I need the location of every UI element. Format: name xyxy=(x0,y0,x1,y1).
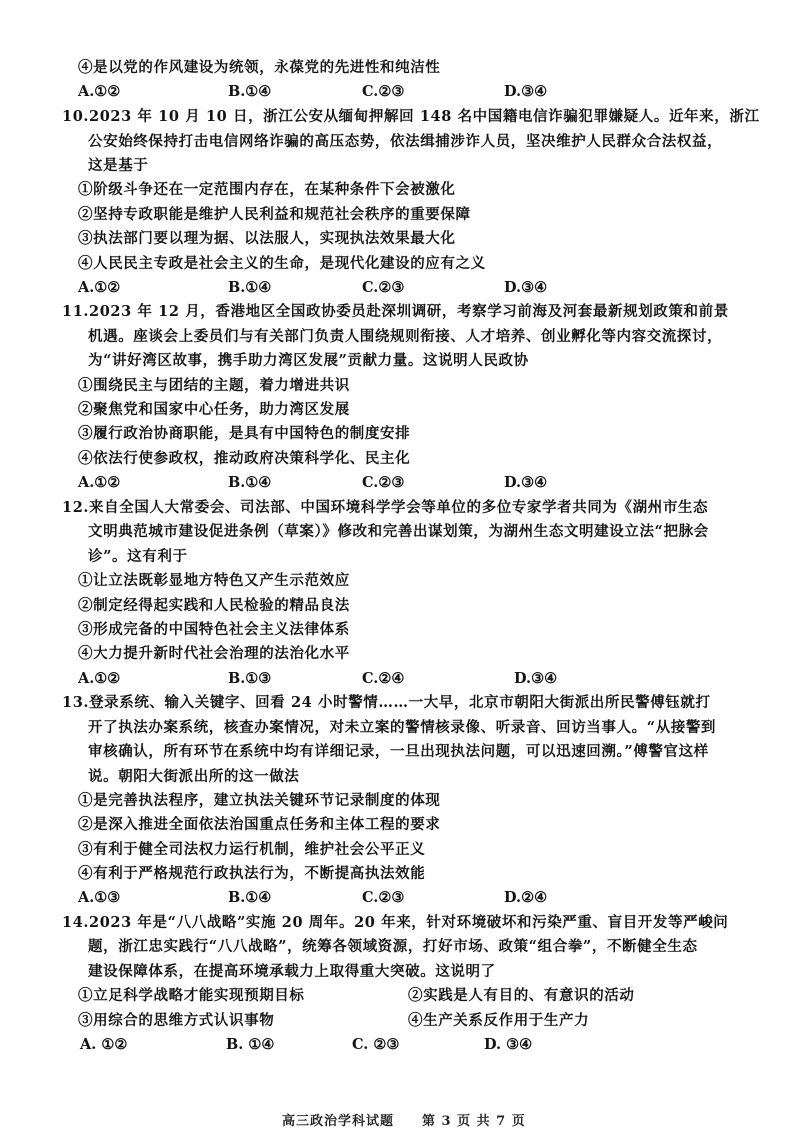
q10-item-2: ②坚持专政职能是维护人民利益和规范社会秩序的重要保障 xyxy=(78,206,471,223)
q12-option-d: D.③④ xyxy=(514,670,558,687)
q14-option-a: A. ①② xyxy=(80,1036,128,1053)
q11-stem-line-1: 11.2023 年 12 月，香港地区全国政协委员赴深圳调研，考察学习前海及河套最新规划政策和前景 xyxy=(62,303,729,320)
q13-item-1: ①是完善执法程序，建立执法关键环节记录制度的体现 xyxy=(78,792,441,809)
q12-option-b: B.①③ xyxy=(228,670,272,687)
q10-option-b: B.①④ xyxy=(228,279,272,296)
q12-stem-line-2: 文明典范城市建设促进条例（草案）》修改和完善出谋划策，为湖州生态文明建设立法“把脉会 xyxy=(88,523,709,540)
q14-option-c: C. ②③ xyxy=(352,1036,400,1053)
q12-stem-line-1: 12.来自全国人大常委会、司法部、中国环境科学学会等单位的多位专家学者共同为《湖州市生态 xyxy=(62,499,709,516)
q10-stem-line-1: 10.2023 年 10 月 10 日，浙江公安从缅甸押解回 148 名中国籍电信诈骗犯罪嫌疑人。近年来，浙江 xyxy=(62,108,760,125)
q14-option-b: B. ①④ xyxy=(226,1036,275,1053)
q13-item-2: ②是深入推进全面依法治国重点任务和主体工程的要求 xyxy=(78,816,441,833)
q12-item-4: ④大力提升新时代社会治理的法治化水平 xyxy=(78,645,350,662)
page-footer: 高三政治学科试题 第 3 页 共 7 页 xyxy=(282,1114,526,1129)
q10-option-d: D.③④ xyxy=(504,279,548,296)
q10-item-4: ④人民民主专政是社会主义的生命，是现代化建设的应有之义 xyxy=(78,255,486,272)
q11-item-1: ①围绕民主与团结的主题，着力增进共识 xyxy=(78,377,350,394)
q9-option-a: A.①② xyxy=(78,83,121,100)
q12-item-2: ②制定经得起实践和人民检验的精品良法 xyxy=(78,597,350,614)
q14-stem-line-2: 题，浙江忠实践行“八八战略”，统筹各领域资源，打好市场、政策“组合拳”，不断健全生态 xyxy=(88,938,698,955)
q11-option-b: B.①④ xyxy=(228,474,272,491)
q14-item-1: ①立足科学战略才能实现预期目标 xyxy=(78,987,305,1004)
q10-option-a: A.①② xyxy=(78,279,121,296)
q11-item-2: ②聚焦党和国家中心任务，助力湾区发展 xyxy=(78,401,350,418)
q13-stem-line-1: 13.登录系统、输入关键字、回看 24 小时警情……一大早，北京市朝阳大街派出所民警傅钰就打 xyxy=(62,694,711,711)
q14-item-4: ④生产关系反作用于生产力 xyxy=(408,1012,590,1029)
q11-option-d: D.③④ xyxy=(504,474,548,491)
q9-option-b: B.①④ xyxy=(228,83,272,100)
q13-option-c: C.②③ xyxy=(362,889,405,906)
q12-stem-line-3: 诊”。这有利于 xyxy=(88,548,188,565)
q11-option-a: A.①② xyxy=(78,474,121,491)
q14-item-2: ②实践是人有目的、有意识的活动 xyxy=(408,987,635,1004)
q11-item-3: ③履行政治协商职能，是具有中国特色的制度安排 xyxy=(78,425,411,442)
q11-item-4: ④依法行使参政权，推动政府决策科学化、民主化 xyxy=(78,450,411,467)
q13-item-3: ③有利于健全司法权力运行机制，维护社会公平正义 xyxy=(78,841,426,858)
q13-stem-line-3: 审核确认，所有环节在系统中均有详细记录，一旦出现执法问题，可以迅速回溯。”傅警官这样 xyxy=(88,743,709,760)
q9-option-c: C.②③ xyxy=(362,83,405,100)
q13-option-d: D.②④ xyxy=(504,889,548,906)
q13-stem-line-2: 开了执法办案系统，核查办案情况，对未立案的警情核录像、听录音、回访当事人。“从接警到 xyxy=(88,719,717,736)
q13-option-a: A.①③ xyxy=(78,889,121,906)
q10-stem-line-2: 公安始终保持打击电信网络诈骗的高压态势，依法缉捕涉诈人员，坚决维护人民群众合法权益， xyxy=(88,133,723,150)
q12-option-a: A.①② xyxy=(78,670,121,687)
q9-item-4: ④是以党的作风建设为统领，永葆党的先进性和纯洁性 xyxy=(78,59,441,76)
q10-option-c: C.②③ xyxy=(362,279,405,296)
q14-item-3: ③用综合的思维方式认识事物 xyxy=(78,1012,275,1029)
q10-stem-line-3: 这是基于 xyxy=(88,157,149,174)
q10-item-1: ①阶级斗争还在一定范围内存在，在某种条件下会被激化 xyxy=(78,181,456,198)
q9-option-d: D.③④ xyxy=(504,83,548,100)
q11-option-c: C.②③ xyxy=(362,474,405,491)
q12-option-c: C.②④ xyxy=(362,670,405,687)
q13-option-b: B.①④ xyxy=(228,889,272,906)
q12-item-3: ③形成完备的中国特色社会主义法律体系 xyxy=(78,621,350,638)
q11-stem-line-2: 机遇。座谈会上委员们与有关部门负责人围绕规则衔接、人才培养、创业孵化等内容交流探讨， xyxy=(88,328,723,345)
q10-item-3: ③执法部门要以理为据、以法服人，实现执法效果最大化 xyxy=(78,230,456,247)
q14-stem-line-1: 14.2023 年是“八八战略”实施 20 周年。20 年来，针对环境破坏和污染严重、盲目开发等严峻问 xyxy=(62,914,729,931)
q13-stem-line-4: 说。朝阳大街派出所的这一做法 xyxy=(88,768,300,785)
q14-option-d: D. ③④ xyxy=(484,1036,533,1053)
q11-stem-line-3: 为“讲好湾区故事，携手助力湾区发展”贡献力量。这说明人民政协 xyxy=(88,352,529,369)
q12-item-1: ①让立法既彰显地方特色又产生示范效应 xyxy=(78,572,350,589)
q14-stem-line-3: 建设保障体系，在提高环境承载力上取得重大突破。这说明了 xyxy=(88,963,496,980)
q13-item-4: ④有利于严格规范行政执法行为，不断提高执法效能 xyxy=(78,865,426,882)
